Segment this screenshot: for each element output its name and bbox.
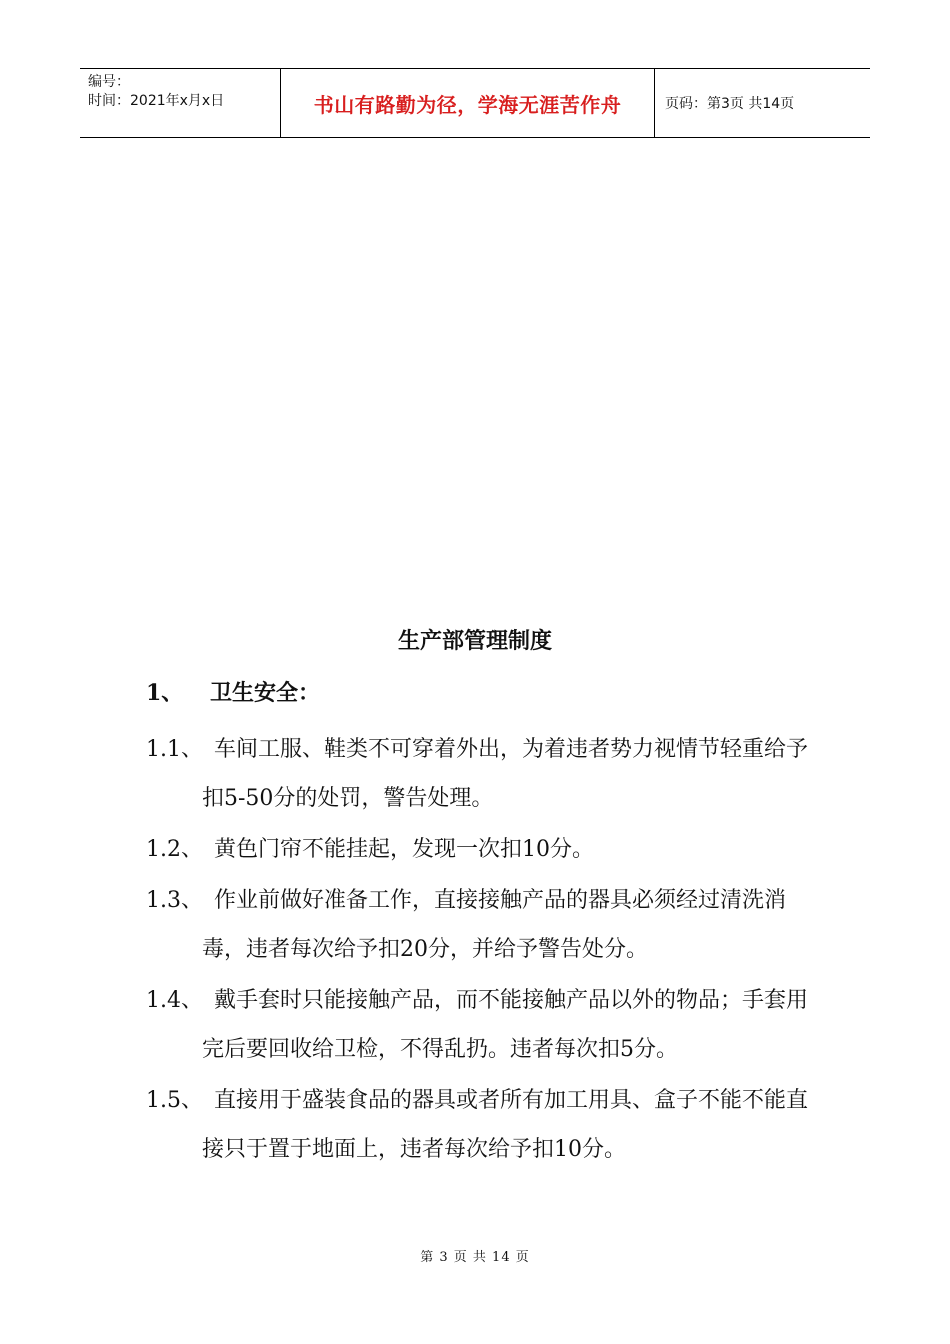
section-number: 1、 [146, 680, 184, 706]
section-heading [146, 676, 320, 707]
header-meta [80, 69, 281, 137]
rule-item [146, 725, 826, 823]
rule-text: 直接用于盛装食品的器具或者所有加工用具、盒子不能不能直接只于置于地面上，违者每次给予扣10分。 [202, 1088, 809, 1162]
code-label: 编号： [88, 74, 130, 90]
rule-text: 车间工服、鞋类不可穿着外出，为着违者势力视情节轻重给予扣5-50分的处罚，警告处理。 [202, 737, 809, 811]
date-label: 时间：2021年x月x日 [88, 93, 225, 109]
rule-item [146, 825, 826, 874]
rule-item [146, 976, 826, 1074]
document-title: 生产部管理制度 [397, 628, 552, 654]
header-page-info: 页码：第3页 共14页 [665, 96, 795, 112]
page-header [80, 68, 870, 138]
rule-text: 作业前做好准备工作，直接接触产品的器具必须经过清洗消毒，违者每次给予扣20分，并给予警告处分。 [202, 888, 787, 962]
rule-number: 1.2、 [146, 837, 203, 862]
rule-item [146, 1076, 826, 1174]
rule-number: 1.5、 [146, 1088, 203, 1113]
rule-number: 1.3、 [146, 888, 203, 913]
rule-text: 戴手套时只能接触产品，而不能接触产品以外的物品；手套用完后要回收给卫检，不得乱扔。违者每次扣5分。 [202, 988, 809, 1062]
section-title: 卫生安全： [210, 680, 321, 706]
page-footer: 第 3 页 共 14 页 [420, 1250, 530, 1265]
rule-list [146, 725, 826, 1176]
rule-number: 1.4、 [146, 988, 203, 1013]
header-motto: 书山有路勤为径，学海无涯苦作舟 [281, 69, 655, 137]
rule-text: 黄色门帘不能挂起，发现一次扣10分。 [214, 837, 594, 862]
rule-number: 1.1、 [146, 737, 203, 762]
rule-item [146, 876, 826, 974]
